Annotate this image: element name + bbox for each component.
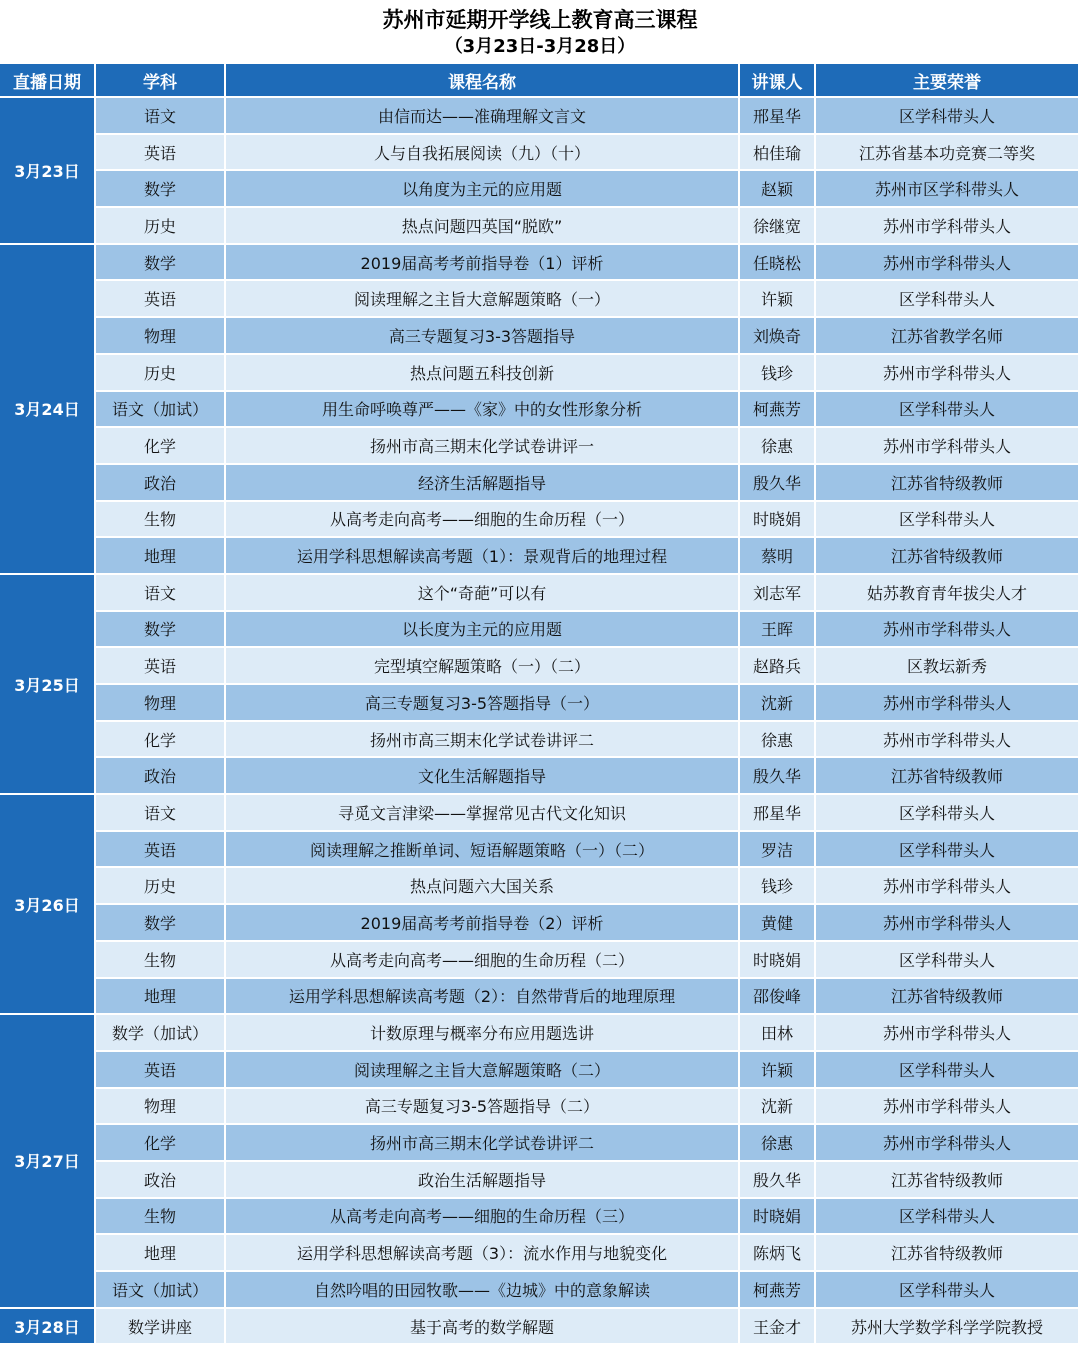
course-cell: 从高考走向高考——细胞的生命历程（三） <box>226 1199 740 1236</box>
table-row <box>0 245 1080 282</box>
teacher-cell: 邵俊峰 <box>740 979 816 1016</box>
honor-cell: 苏州市学科带头人 <box>816 428 1080 465</box>
subject-cell: 历史 <box>96 208 226 245</box>
table-row <box>0 1162 1080 1199</box>
teacher-cell: 殷久华 <box>740 1162 816 1199</box>
honor-cell: 江苏省特级教师 <box>816 758 1080 795</box>
teacher-cell: 罗洁 <box>740 832 816 869</box>
course-cell: 高三专题复习3-3答题指导 <box>226 318 740 355</box>
course-cell: 以长度为主元的应用题 <box>226 612 740 649</box>
table-row <box>0 648 1080 685</box>
course-cell: 寻觅文言津梁——掌握常见古代文化知识 <box>226 795 740 832</box>
teacher-cell: 柯燕芳 <box>740 1272 816 1309</box>
honor-cell: 苏州市学科带头人 <box>816 868 1080 905</box>
subject-cell: 政治 <box>96 465 226 502</box>
honor-cell: 苏州市学科带头人 <box>816 208 1080 245</box>
table-row <box>0 355 1080 392</box>
honor-cell: 区学科带头人 <box>816 281 1080 318</box>
subject-cell: 数学 <box>96 171 226 208</box>
course-cell: 扬州市高三期末化学试卷讲评二 <box>226 1125 740 1162</box>
honor-cell: 区学科带头人 <box>816 1052 1080 1089</box>
subject-cell: 数学 <box>96 905 226 942</box>
subject-cell: 历史 <box>96 355 226 392</box>
table-row <box>0 979 1080 1016</box>
course-cell: 这个“奇葩”可以有 <box>226 575 740 612</box>
table-row <box>0 1309 1080 1345</box>
header-row <box>0 64 1080 98</box>
teacher-cell: 邢星华 <box>740 795 816 832</box>
honor-cell: 江苏省特级教师 <box>816 1162 1080 1199</box>
subject-cell: 历史 <box>96 868 226 905</box>
subject-cell: 英语 <box>96 648 226 685</box>
table-row <box>0 171 1080 208</box>
subject-cell: 生物 <box>96 502 226 539</box>
teacher-cell: 徐惠 <box>740 1125 816 1162</box>
teacher-cell: 赵路兵 <box>740 648 816 685</box>
course-cell: 运用学科思想解读高考题（1）：景观背后的地理过程 <box>226 538 740 575</box>
teacher-cell: 时晓娟 <box>740 942 816 979</box>
course-cell: 热点问题四英国“脱欧” <box>226 208 740 245</box>
honor-cell: 苏州市学科带头人 <box>816 1089 1080 1126</box>
honor-cell: 姑苏教育青年拔尖人才 <box>816 575 1080 612</box>
table-row <box>0 502 1080 539</box>
table-row <box>0 392 1080 429</box>
date-cell: 3月24日 <box>0 245 96 575</box>
course-cell: 高三专题复习3-5答题指导（二） <box>226 1089 740 1126</box>
header-subject: 学科 <box>96 64 226 98</box>
honor-cell: 苏州市区学科带头人 <box>816 171 1080 208</box>
teacher-cell: 柯燕芳 <box>740 392 816 429</box>
subject-cell: 英语 <box>96 832 226 869</box>
date-cell: 3月28日 <box>0 1309 96 1345</box>
honor-cell: 苏州市学科带头人 <box>816 355 1080 392</box>
table-row <box>0 722 1080 759</box>
subject-cell: 政治 <box>96 1162 226 1199</box>
schedule-table <box>0 64 1080 1345</box>
subject-cell: 数学讲座 <box>96 1309 226 1345</box>
course-cell: 经济生活解题指导 <box>226 465 740 502</box>
subject-cell: 英语 <box>96 135 226 172</box>
teacher-cell: 徐惠 <box>740 428 816 465</box>
header-honor: 主要荣誉 <box>816 64 1080 98</box>
honor-cell: 江苏省基本功竞赛二等奖 <box>816 135 1080 172</box>
course-cell: 由信而达——准确理解文言文 <box>226 98 740 135</box>
title-block <box>0 0 1080 64</box>
course-cell: 用生命呼唤尊严——《家》中的女性形象分析 <box>226 392 740 429</box>
teacher-cell: 王晖 <box>740 612 816 649</box>
teacher-cell: 赵颖 <box>740 171 816 208</box>
table-row <box>0 1235 1080 1272</box>
subject-cell: 化学 <box>96 428 226 465</box>
subject-cell: 物理 <box>96 318 226 355</box>
table-row <box>0 868 1080 905</box>
course-cell: 扬州市高三期末化学试卷讲评二 <box>226 722 740 759</box>
subject-cell: 数学 <box>96 245 226 282</box>
honor-cell: 区教坛新秀 <box>816 648 1080 685</box>
table-row <box>0 905 1080 942</box>
teacher-cell: 殷久华 <box>740 758 816 795</box>
table-row <box>0 575 1080 612</box>
subject-cell: 化学 <box>96 722 226 759</box>
table-row <box>0 465 1080 502</box>
teacher-cell: 时晓娟 <box>740 1199 816 1236</box>
honor-cell: 苏州市学科带头人 <box>816 245 1080 282</box>
subject-cell: 化学 <box>96 1125 226 1162</box>
table-row <box>0 758 1080 795</box>
honor-cell: 苏州市学科带头人 <box>816 1015 1080 1052</box>
table-row <box>0 832 1080 869</box>
honor-cell: 江苏省特级教师 <box>816 538 1080 575</box>
teacher-cell: 殷久华 <box>740 465 816 502</box>
subject-cell: 数学 <box>96 612 226 649</box>
honor-cell: 苏州市学科带头人 <box>816 722 1080 759</box>
course-cell: 以角度为主元的应用题 <box>226 171 740 208</box>
course-cell: 文化生活解题指导 <box>226 758 740 795</box>
course-cell: 热点问题六大国关系 <box>226 868 740 905</box>
table-row <box>0 1015 1080 1052</box>
header-teacher: 讲课人 <box>740 64 816 98</box>
teacher-cell: 蔡明 <box>740 538 816 575</box>
subject-cell: 语文 <box>96 795 226 832</box>
teacher-cell: 刘志军 <box>740 575 816 612</box>
table-row <box>0 98 1080 135</box>
teacher-cell: 许颖 <box>740 281 816 318</box>
course-cell: 运用学科思想解读高考题（2）：自然带背后的地理原理 <box>226 979 740 1016</box>
table-row <box>0 1125 1080 1162</box>
subject-cell: 语文（加试） <box>96 1272 226 1309</box>
table-row <box>0 208 1080 245</box>
table-row <box>0 685 1080 722</box>
table-row <box>0 1272 1080 1309</box>
course-cell: 2019届高考考前指导卷（1）评析 <box>226 245 740 282</box>
subject-cell: 数学（加试） <box>96 1015 226 1052</box>
course-cell: 政治生活解题指导 <box>226 1162 740 1199</box>
teacher-cell: 任晓松 <box>740 245 816 282</box>
date-cell: 3月27日 <box>0 1015 96 1309</box>
honor-cell: 江苏省教学名师 <box>816 318 1080 355</box>
teacher-cell: 沈新 <box>740 1089 816 1126</box>
honor-cell: 区学科带头人 <box>816 1272 1080 1309</box>
subject-cell: 地理 <box>96 538 226 575</box>
schedule-body <box>0 98 1080 1345</box>
course-cell: 完型填空解题策略（一）（二） <box>226 648 740 685</box>
table-row <box>0 1199 1080 1236</box>
header-course: 课程名称 <box>226 64 740 98</box>
teacher-cell: 王金才 <box>740 1309 816 1345</box>
teacher-cell: 钱珍 <box>740 355 816 392</box>
teacher-cell: 黄健 <box>740 905 816 942</box>
honor-cell: 江苏省特级教师 <box>816 465 1080 502</box>
table-row <box>0 318 1080 355</box>
teacher-cell: 邢星华 <box>740 98 816 135</box>
honor-cell: 苏州市学科带头人 <box>816 612 1080 649</box>
subject-cell: 生物 <box>96 942 226 979</box>
date-cell: 3月25日 <box>0 575 96 795</box>
subject-cell: 地理 <box>96 979 226 1016</box>
honor-cell: 苏州市学科带头人 <box>816 1125 1080 1162</box>
teacher-cell: 陈炳飞 <box>740 1235 816 1272</box>
subject-cell: 地理 <box>96 1235 226 1272</box>
honor-cell: 江苏省特级教师 <box>816 1235 1080 1272</box>
table-row <box>0 795 1080 832</box>
course-cell: 高三专题复习3-5答题指导（一） <box>226 685 740 722</box>
course-cell: 扬州市高三期末化学试卷讲评一 <box>226 428 740 465</box>
course-cell: 阅读理解之主旨大意解题策略（一） <box>226 281 740 318</box>
teacher-cell: 柏佳瑜 <box>740 135 816 172</box>
table-row <box>0 538 1080 575</box>
honor-cell: 区学科带头人 <box>816 98 1080 135</box>
course-cell: 从高考走向高考——细胞的生命历程（二） <box>226 942 740 979</box>
course-cell: 计数原理与概率分布应用题选讲 <box>226 1015 740 1052</box>
course-cell: 2019届高考考前指导卷（2）评析 <box>226 905 740 942</box>
subject-cell: 英语 <box>96 281 226 318</box>
honor-cell: 苏州市学科带头人 <box>816 905 1080 942</box>
course-cell: 热点问题五科技创新 <box>226 355 740 392</box>
course-cell: 自然吟唱的田园牧歌——《边城》中的意象解读 <box>226 1272 740 1309</box>
honor-cell: 区学科带头人 <box>816 795 1080 832</box>
subject-cell: 物理 <box>96 685 226 722</box>
teacher-cell: 徐惠 <box>740 722 816 759</box>
table-row <box>0 1052 1080 1089</box>
subject-cell: 英语 <box>96 1052 226 1089</box>
honor-cell: 区学科带头人 <box>816 392 1080 429</box>
honor-cell: 区学科带头人 <box>816 502 1080 539</box>
teacher-cell: 徐继宽 <box>740 208 816 245</box>
course-cell: 阅读理解之推断单词、短语解题策略（一）（二） <box>226 832 740 869</box>
teacher-cell: 许颖 <box>740 1052 816 1089</box>
date-cell: 3月26日 <box>0 795 96 1015</box>
teacher-cell: 沈新 <box>740 685 816 722</box>
teacher-cell: 时晓娟 <box>740 502 816 539</box>
honor-cell: 苏州市学科带头人 <box>816 685 1080 722</box>
table-row <box>0 281 1080 318</box>
honor-cell: 区学科带头人 <box>816 832 1080 869</box>
subject-cell: 语文 <box>96 98 226 135</box>
honor-cell: 区学科带头人 <box>816 942 1080 979</box>
teacher-cell: 钱珍 <box>740 868 816 905</box>
table-row <box>0 942 1080 979</box>
subject-cell: 政治 <box>96 758 226 795</box>
table-row <box>0 428 1080 465</box>
course-cell: 基于高考的数学解题 <box>226 1309 740 1345</box>
teacher-cell: 田林 <box>740 1015 816 1052</box>
honor-cell: 苏州大学数学科学学院教授 <box>816 1309 1080 1345</box>
page-title: 苏州市延期开学线上教育高三课程 <box>382 8 698 32</box>
course-cell: 阅读理解之主旨大意解题策略（二） <box>226 1052 740 1089</box>
subject-cell: 生物 <box>96 1199 226 1236</box>
honor-cell: 江苏省特级教师 <box>816 979 1080 1016</box>
table-row <box>0 1089 1080 1126</box>
table-row <box>0 612 1080 649</box>
subject-cell: 语文（加试） <box>96 392 226 429</box>
teacher-cell: 刘焕奇 <box>740 318 816 355</box>
course-cell: 运用学科思想解读高考题（3）：流水作用与地貌变化 <box>226 1235 740 1272</box>
course-cell: 从高考走向高考——细胞的生命历程（一） <box>226 502 740 539</box>
header-date: 直播日期 <box>0 64 96 98</box>
table-row <box>0 135 1080 172</box>
date-cell: 3月23日 <box>0 98 96 245</box>
course-cell: 人与自我拓展阅读（九）（十） <box>226 135 740 172</box>
honor-cell: 区学科带头人 <box>816 1199 1080 1236</box>
subject-cell: 物理 <box>96 1089 226 1126</box>
page-subtitle: （3月23日-3月28日） <box>444 36 636 57</box>
subject-cell: 语文 <box>96 575 226 612</box>
